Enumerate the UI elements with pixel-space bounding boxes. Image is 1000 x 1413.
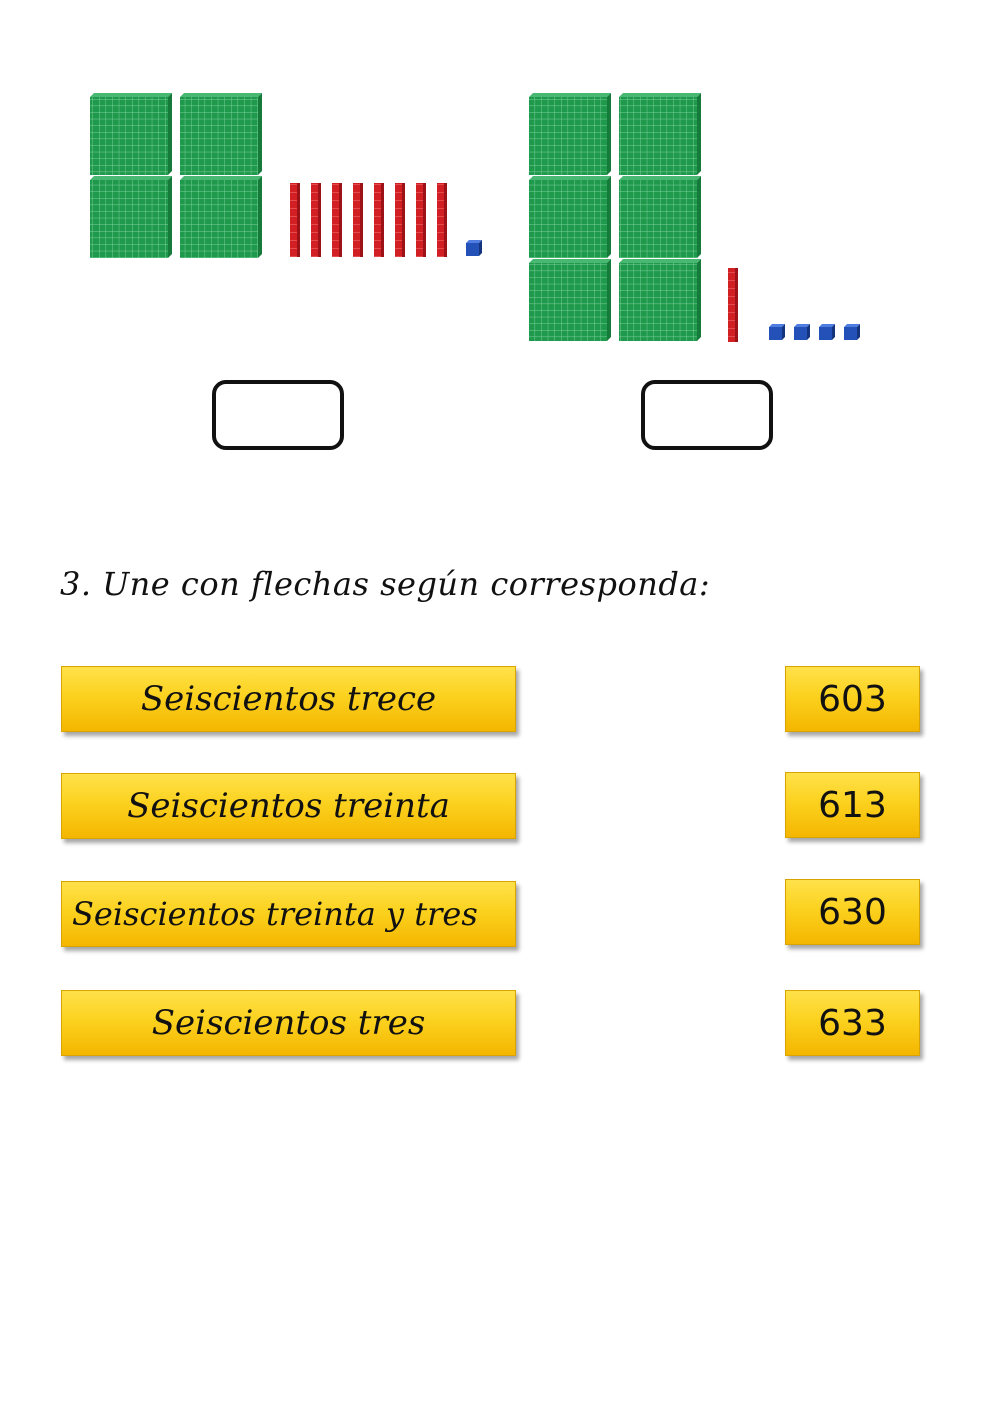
word-card-seiscientos-treinta-y-tres[interactable]: Seiscientos treinta y tres bbox=[61, 881, 516, 947]
unit-cube bbox=[819, 327, 832, 340]
unit-cube bbox=[794, 327, 807, 340]
base-ten-blocks bbox=[0, 0, 1000, 360]
unit-cube bbox=[466, 243, 479, 256]
unit-cube bbox=[844, 327, 857, 340]
unit-cube bbox=[769, 327, 782, 340]
answer-box-first[interactable] bbox=[212, 380, 344, 450]
word-card-seiscientos-trece[interactable]: Seiscientos trece bbox=[61, 666, 516, 732]
number-card-633[interactable]: 633 bbox=[785, 990, 920, 1056]
base-ten-blocks-area bbox=[0, 0, 1000, 360]
instruction-text: 3. Une con flechas según corresponda: bbox=[60, 565, 711, 603]
word-card-seiscientos-treinta[interactable]: Seiscientos treinta bbox=[61, 773, 516, 839]
answer-box-second[interactable] bbox=[641, 380, 773, 450]
number-card-630[interactable]: 630 bbox=[785, 879, 920, 945]
number-card-613[interactable]: 613 bbox=[785, 772, 920, 838]
number-card-603[interactable]: 603 bbox=[785, 666, 920, 732]
word-card-seiscientos-tres[interactable]: Seiscientos tres bbox=[61, 990, 516, 1056]
